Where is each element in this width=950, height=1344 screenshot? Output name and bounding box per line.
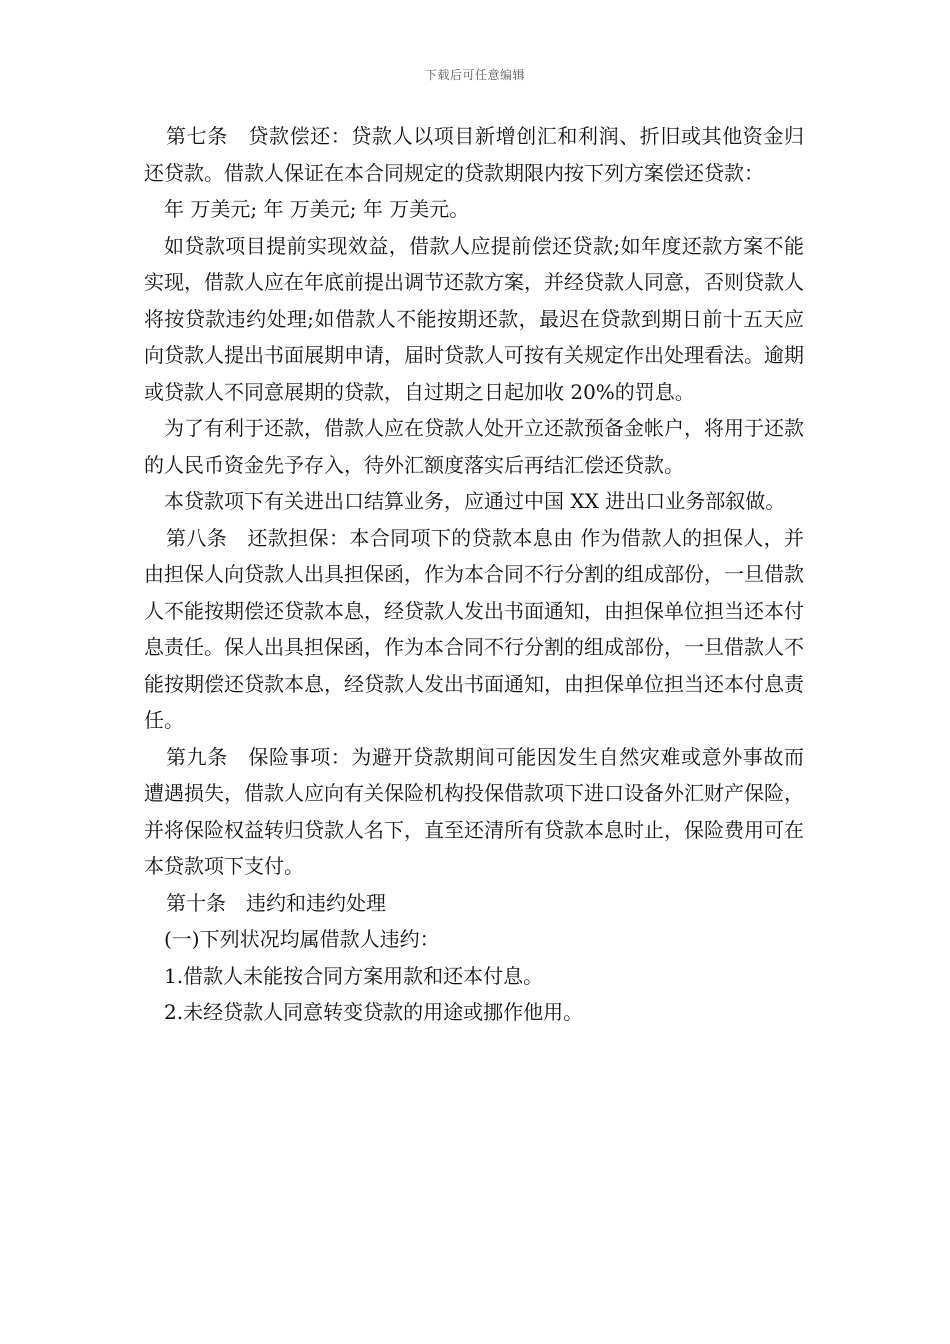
reserve-account-paragraph: 为了有利于还款，借款人应在贷款人处开立还款预备金帐户，将用于还款的人民币资金先予存入，待外汇额度落实后再结汇偿还贷款。 bbox=[144, 416, 804, 477]
page-header: 下载后可任意编辑 bbox=[424, 68, 525, 82]
article-9-paragraph: 第九条 保险事项：为避开贷款期间可能因发生自然灾难或意外事故而遭遇损失，借款人应向有关保险机构投保借款项下进口设备外汇财产保险，并将保险权益转归贷款人名下，直至还清所有贷款本息时止，保险费用可在本贷款项下支付。 bbox=[144, 744, 804, 878]
default-list-item-2: 2.未经贷款人同意转变贷款的用途或挪作他用。 bbox=[164, 1000, 584, 1024]
early-repayment-paragraph: 如贷款项目提前实现效益，借款人应提前偿还贷款;如年度还款方案不能实现，借款人应在年底前提出调节还款方案，并经贷款人同意，否则贷款人将按贷款违约处理;如借款人不能按期还款，最迟在贷款到期日前十五天应向贷款人提出书面展期申请，届时贷款人可按有关规定作出处理看法。逾期或贷款人不同意展期的贷款，自过期之日起加收 20%的罚息。 bbox=[144, 233, 804, 404]
article-10-heading: 第十条 违约和违约处理 bbox=[166, 890, 386, 915]
default-list-intro: (一)下列状况均属借款人违约： bbox=[164, 927, 440, 951]
repayment-schedule-line: 年 万美元; 年 万美元; 年 万美元。 bbox=[164, 197, 470, 221]
document-body bbox=[144, 118, 804, 1031]
article-8-paragraph: 第八条 还款担保：本合同项下的贷款本息由 作为借款人的担保人，并由担保人向贷款人出具担保函，作为本合同不行分割的组成部份，一旦借款人不能按期偿还贷款本息，经贷款人发出书面通知，由担保单位担当还本付息责任。保人出具担保函，作为本合同不行分割的组成部份，一旦借款人不能按期偿还贷款本息，经贷款人发出书面通知，由担保单位担当还本付息责任。 bbox=[144, 525, 804, 732]
default-list-item-1: 1.借款人未能按合同方案用款和还本付息。 bbox=[164, 963, 544, 988]
settlement-paragraph: 本贷款项下有关进出口结算业务，应通过中国 XX 进出口业务部叙做。 bbox=[164, 489, 786, 513]
article-7-paragraph: 第七条 贷款偿还：贷款人以项目新增创汇和利润、折旧或其他资金归还贷款。借款人保证在本合同规定的贷款期限内按下列方案偿还贷款： bbox=[144, 124, 804, 185]
